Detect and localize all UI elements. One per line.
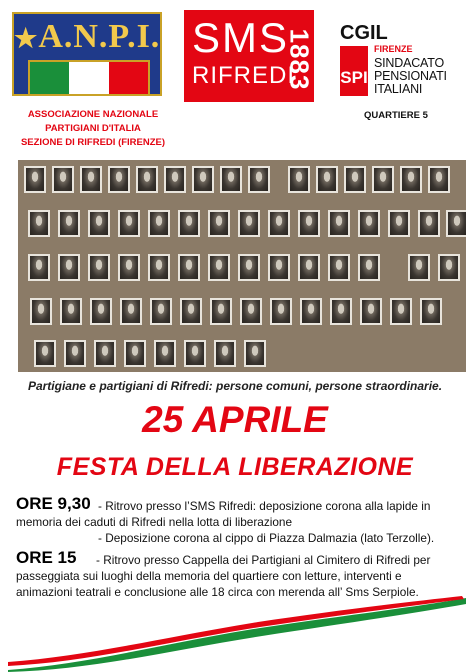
portrait-photo [178,210,200,237]
portrait-photo [420,298,442,325]
portrait-photo [390,298,412,325]
portrait-photo [30,298,52,325]
portrait-photo [330,298,352,325]
portrait-photo [240,298,262,325]
portrait-photo [180,298,202,325]
portrait-photo [164,166,186,193]
association-line-1: ASSOCIAZIONE NAZIONALE [27,109,159,120]
association-line-3: SEZIONE DI RIFREDI (FIRENZE) [20,137,166,148]
portrait-photo [210,298,232,325]
date-title: 25 APRILE [142,399,328,440]
portrait-photo [428,166,450,193]
sms-logo-year: 1883 [284,28,315,91]
anpi-logo [12,12,162,96]
portrait-photo [238,210,260,237]
portrait-photo [360,298,382,325]
portrait-photo [418,210,440,237]
portrait-photo [94,340,116,367]
portrait-photo [316,166,338,193]
portrait-photo [148,254,170,281]
portrait-photo [118,210,140,237]
portrait-photo [438,254,460,281]
star-icon: ★ [14,24,39,53]
spi-region: FIRENZE [374,44,413,54]
spi-line-1: SINDACATO [374,56,444,70]
event-2-line-3: animazioni teatrali e conclusione alle 18 circa con merenda all’ Sms Serpiole. [16,585,419,599]
event-2-time: ORE 15 [16,548,77,567]
portrait-photo [64,340,86,367]
quartiere-label: QUARTIERE 5 [364,110,428,121]
portrait-photo [388,210,410,237]
event-2-line-1: - Ritrovo presso Cappella dei Partigiani al Cimitero di Rifredi per [96,553,431,567]
portrait-photo [268,210,290,237]
sms-logo-sub: RIFREDI [192,62,295,89]
portrait-photo [150,298,172,325]
sms-rifredi-logo [184,10,314,102]
portrait-photo [108,166,130,193]
sms-logo-main: SMS [192,14,290,61]
event-2-line-2: passeggiata sui luoghi della memoria del quartiere con letture, interventi e [16,569,402,583]
spi-line-3: ITALIANI [374,82,423,96]
portrait-photo [120,298,142,325]
portrait-photo [400,166,422,193]
photo-caption: Partigiane e partigiani di Rifredi: persone comuni, persone straordinarie. [27,379,443,393]
portrait-photo [124,340,146,367]
portrait-photo [178,254,200,281]
portrait-photo [298,254,320,281]
spi-logo-text: SPI [340,68,368,87]
portrait-photo [288,166,310,193]
event-1-line-3: - Deposizione corona al cippo di Piazza Dalmazia (lato Terzolle). [98,531,435,545]
portrait-photo [90,298,112,325]
portrait-photo [24,166,46,193]
portrait-photo [148,210,170,237]
italian-flag-icon [28,60,150,96]
portrait-photo [298,210,320,237]
portrait-photo [58,210,80,237]
portrait-photo [28,254,50,281]
portrait-photo [192,166,214,193]
portrait-photo [58,254,80,281]
association-text [18,108,168,150]
event-1-time: ORE 9,30 [16,494,91,513]
partisan-photo-board [18,160,466,372]
portrait-photo [248,166,270,193]
portrait-photo [270,298,292,325]
portrait-photo [220,166,242,193]
portrait-photo [358,210,380,237]
association-line-2: PARTIGIANI D'ITALIA [45,123,141,134]
portrait-photo [208,210,230,237]
portrait-photo [358,254,380,281]
portrait-photo [88,254,110,281]
festa-title: FESTA DELLA LIBERAZIONE [56,453,414,481]
cgil-spi-logo [338,22,453,104]
portrait-photo [446,210,466,237]
tricolor-ribbon-icon [0,596,470,672]
portrait-photo [80,166,102,193]
portrait-photo [28,210,50,237]
portrait-photo [88,210,110,237]
portrait-photo [300,298,322,325]
portrait-photo [34,340,56,367]
event-1-line-2: memoria dei caduti di Rifredi nella lotta di liberazione [16,515,293,529]
portrait-photo [208,254,230,281]
spi-line-2: PENSIONATI [374,69,447,83]
portrait-photo [52,166,74,193]
portrait-photo [408,254,430,281]
portrait-photo [244,340,266,367]
portrait-photo [214,340,236,367]
portrait-photo [238,254,260,281]
portrait-photo [136,166,158,193]
portrait-photo [328,210,350,237]
anpi-logo-text: ★A.N.P.I. [14,18,161,55]
portrait-photo [372,166,394,193]
cgil-logo-text: CGIL [340,22,388,44]
event-1-line-1: - Ritrovo presso l’SMS Rifredi: deposizione corona alla lapide in [98,499,431,513]
portrait-photo [184,340,206,367]
portrait-photo [60,298,82,325]
portrait-photo [268,254,290,281]
portrait-photo [154,340,176,367]
portrait-photo [118,254,140,281]
portrait-photo [344,166,366,193]
portrait-photo [328,254,350,281]
